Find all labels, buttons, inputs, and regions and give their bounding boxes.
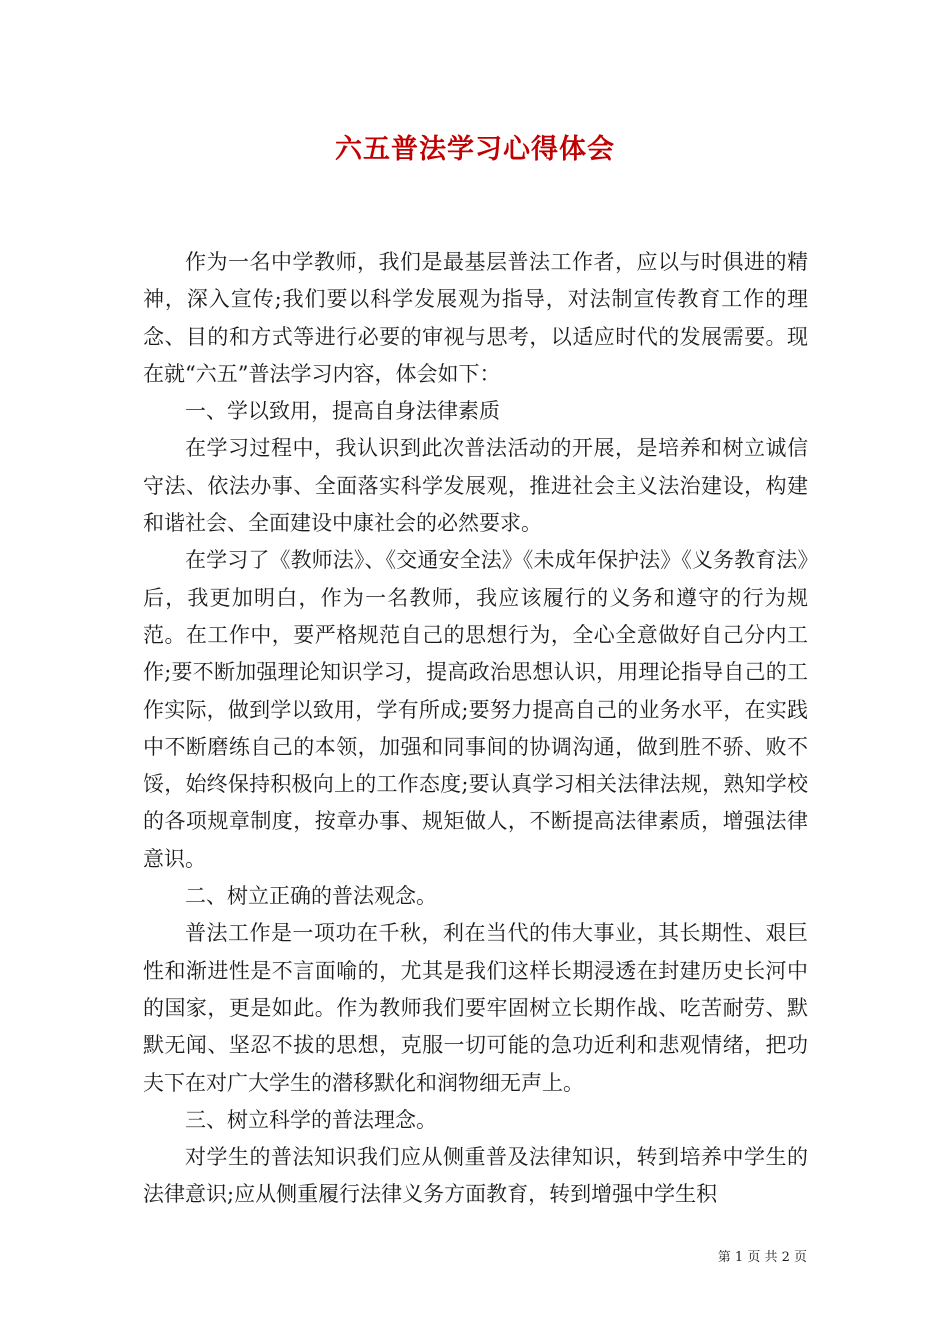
section-heading-1: 一、学以致用，提高自身法律素质	[185, 399, 500, 424]
section-heading-3: 三、树立科学的普法理念。	[185, 1107, 437, 1132]
document-title: 六五普法学习心得体会	[335, 134, 615, 165]
paragraph-section-1b: 在学习了《教师法》、《交通安全法》《未成年保护法》《义务教育法》后，我更加明白，作为一名教师，我应该履行的义务和遵守的行为规范。在工作中，要严格规范自己的思想行为，全心全意做好自己分内工作;要不断加强理论知识学习，提高政治思想认识，用理论指导自己的工作实际，做到学以致用，学有所成;要努力提高自己的业务水平，在实践中不断磨练自己的本领，加强和同事间的协调沟通，做到胜不骄、败不馁，始终保持积极向上的工作态度;要认真学习相关法律法规，熟知学校的各项规章制度，按章办事、规矩做人，不断提高法律素质，增强法律意识。	[143, 548, 808, 871]
section-heading-2: 二、树立正确的普法观念。	[185, 884, 437, 909]
paragraph-section-3: 对学生的普法知识我们应从侧重普及法律知识，转到培养中学生的法律意识;应从侧重履行法律义务方面教育，转到增强中学生积	[143, 1145, 808, 1207]
paragraph-section-2: 普法工作是一项功在千秋，利在当代的伟大事业，其长期性、艰巨性和渐进性是不言面喻的，尤其是我们这样长期浸透在封建历史长河中的国家，更是如此。作为教师我们要牢固树立长期作战、吃苦耐劳、默默无闻、坚忍不拔的思想，克服一切可能的急功近利和悲观情绪，把功夫下在对广大学生的潜移默化和润物细无声上。	[143, 921, 808, 1095]
paragraph-section-1a: 在学习过程中，我认识到此次普法活动的开展，是培养和树立诚信守法、依法办事、全面落实科学发展观，推进社会主义法治建设，构建和谐社会、全面建设中康社会的必然要求。	[143, 436, 808, 536]
paragraph-intro: 作为一名中学教师，我们是最基层普法工作者，应以与时俱进的精神，深入宣传;我们要以科学发展观为指导，对法制宣传教育工作的理念、目的和方式等进行必要的审视与思考，以适应时代的发展需要。现在就“六五”普法学习内容，体会如下：	[143, 250, 808, 386]
page-number-footer: 第 1 页 共 2 页	[717, 1250, 807, 1265]
document-body	[143, 244, 808, 1214]
